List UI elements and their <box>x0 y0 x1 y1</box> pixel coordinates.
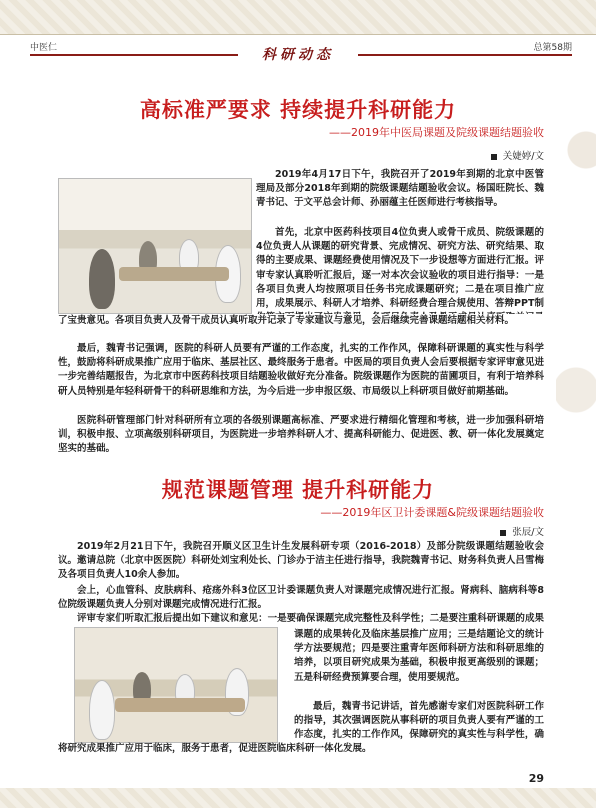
article1-paragraph-1: 2019年4月17日下午，我院召开了2019年到期的北京中医管理局及部分2018年到期的院级课题结题验收会议。杨国旺院长、魏青书记、于文平总会计师、孙丽蕴主任医师进行考核指导。 <box>256 169 544 209</box>
article2-paragraph-2: 会上，心血管科、皮肤病科、疮疡外科3位区卫计委课题负责人对课题完成情况进行汇报。肾病科、脑病科等8位院级课题负责人分别对课题完成情况进行汇报。 <box>58 585 544 611</box>
article2-subtitle: ——2019年区卫计委课题&院级课题结题验收 <box>320 506 544 519</box>
article1-p2-tail: 了宝贵意见。各项目负责人及骨干成员认真听取并记录了专家建议与意见，会后继续完善课题结题相关材料。 <box>58 315 515 326</box>
meeting-table <box>119 267 229 281</box>
article2-p4-tail: 将研究成果推广应用于临床，服务于患者，促进医院临床科研一体化发展。 <box>58 743 372 754</box>
article2-author-text: 张辰/文 <box>512 527 544 538</box>
meeting-photo-2 <box>74 627 278 743</box>
meeting-photo-1 <box>58 178 252 314</box>
person-figure <box>89 680 115 740</box>
article1-title: 高标准严要求 持续提升科研能力 <box>139 98 457 122</box>
article1-paragraph-4: 医院科研管理部门针对科研所有立项的各级别课题高标准、严要求进行精细化管理和考核，进一步加强科研培训，积极申报、立项高级别科研项目，为医院进一步培养科研人才、提高科研能力、促进医、教、研一体化发展奠定坚实的基础。 <box>58 415 544 455</box>
article2-paragraph-4-cont <box>58 742 544 756</box>
header-issue: 总第58期 <box>533 43 572 53</box>
article1-paragraph-2: 首先，北京中医药科技项目4位负责人或骨干成员、院级课题的4位负责人从课题的研究背景、完成情况、研究方法、研究结果、取得的主要成果、课题经费使用情况及下一步设想等方面进行汇报。评审专家认真聆听汇报后，逐一对本次会议验收的项目进行指导：一是各项目负责人均按照项目任务书完成课题研究；二是在项目推广应用，成果展示、科研人才培养、科研经费合理合规使用、答辩PPT制 <box>256 227 544 310</box>
person-figure <box>89 249 115 309</box>
page-number: 29 <box>528 772 544 785</box>
article2-title: 规范课题管理 提升科研能力 <box>161 478 435 502</box>
article2-paragraph-1: 2019年2月21日下午，我院召开顺义区卫生计生发展科研专项（2016-2018）及部分院级课题结题验收会议。邀请总院（北京中医医院）科研处刘宝利处长、门诊办于洁主任进行指导，我院魏青书记、财务科负责人吕雪梅及各项目负责人10余人参加。 <box>58 541 544 581</box>
top-decor-band <box>0 0 596 35</box>
article1-author-text: 关婕婷/文 <box>502 151 544 162</box>
article2-p3-tail: 课题的成果转化及临床基层推广应用；三是结题论文的统计学方法要规范；四是要注重青年医师科研方法和科研思维的培养，以项目研究成果为基础，积极申报更高级别的课题；五是科研经费预算要合理，使用要规范。 <box>294 629 544 683</box>
article2-paragraph-4: 最后，魏青书记讲话，首先感谢专家们对医院科研工作的指导，其次强调医院从事科研的项目负责人要有严谨的工作态度，扎实的工作作风，保障研究的真实性与科学性，确 <box>294 701 544 741</box>
article1-paragraph-2-cont <box>58 314 544 342</box>
meeting-table <box>115 698 245 712</box>
section-title: 科研动态 <box>238 44 358 66</box>
article1-author <box>491 148 544 162</box>
bottom-decor-band <box>0 788 596 808</box>
header-left: 中医仁 <box>30 43 58 53</box>
side-decoration <box>556 90 596 630</box>
article1-subtitle: ——2019年中医局课题及院级课题结题验收 <box>329 126 544 139</box>
square-icon <box>500 530 506 536</box>
article2-paragraph-3-cont <box>294 628 544 698</box>
article2-author <box>500 524 544 538</box>
article1-paragraph-3: 最后，魏青书记强调，医院的科研人员要有严谨的工作态度，扎实的工作作风，保障科研课题的真实性与科学性，鼓励将科研成果推广应用于临床、基层社区、最终服务于患者。中医局的项目负责人会后要根据专家评审意见进一步完善结题报告，为北京市中医药科技项目结题验收做好充分准备。院级课题作为医院的苗圃项目，有利于培养科研人员特别是年轻科研骨干的科研思维和方法，为今后进一步申报区级、市局级以上科研项目做好前期基础。 <box>58 343 544 397</box>
article2-paragraph-3-lead: 评审专家们听取汇报后提出如下建议和意见：一是要确保课题完成完整性及科学性；二是要注重科研课题的成果 <box>77 613 544 624</box>
square-icon <box>491 154 497 160</box>
